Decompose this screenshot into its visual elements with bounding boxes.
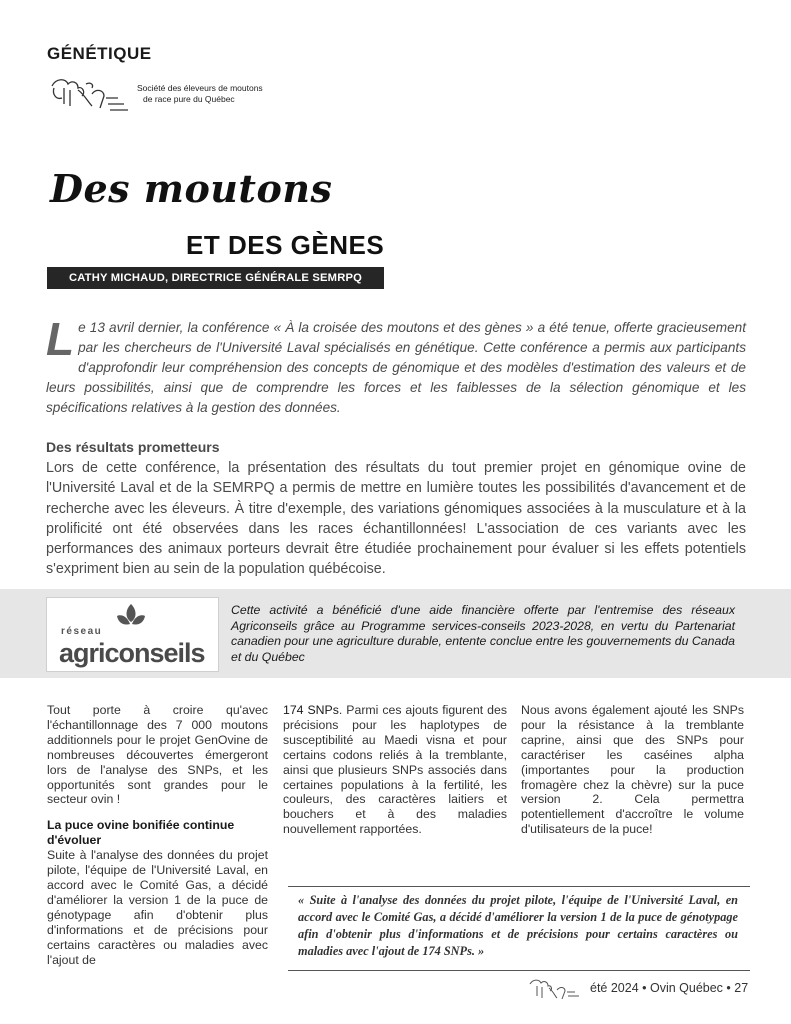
agriconseils-logo bbox=[46, 597, 219, 672]
leaf-logo-icon bbox=[111, 602, 151, 634]
title-script: Des moutons bbox=[50, 166, 333, 211]
logo-big-text: agriconseils bbox=[59, 638, 205, 668]
column-3: Nous avons également ajouté les SNPs pour la résistance à la tremblante caprine, ainsi que des SNPs pour caractériser les caséines alpha (importantes pour la production fromagère chez la chèvre) sur la puce version 2. Cela permettra potentiellement d'accroître le volume d'utilisateurs de la puce! bbox=[521, 703, 744, 837]
section-label: GÉNÉTIQUE bbox=[47, 44, 152, 63]
snp-count: 174 SNPs bbox=[283, 703, 339, 717]
intro-paragraph: Le 13 avril dernier, la conférence « À la croisée des moutons et des gènes » a été tenue, offerte gracieusement par les chercheurs de l'Université Laval spécialisés en génétique. Cette conférence a permis aux participants d'approfondir leur compréhension des concepts de génomique et des modèles d'estimation des valeurs et de leurs possibilités, ainsi que de comprendre les forces et les faiblesses de la sélection génomique et les spécifications relatives à la gestion des données. bbox=[46, 313, 746, 415]
col1-paragraph-2: Suite à l'analyse des données du projet pilote, l'équipe de l'Université Laval, en accord avec le Comité Gas, a décidé d'améliorer la version 1 de la puce de génotypage afin d'obtenir plus d'informations et de précisions pour certains caractères ou maladies avec l'ajout de bbox=[47, 848, 268, 967]
subheading-results: Des résultats prometteurs bbox=[46, 439, 220, 455]
logo-small-text: réseau bbox=[61, 626, 103, 637]
subheading-chip: La puce ovine bonifiée continue d'évoluer bbox=[47, 818, 235, 848]
page-footer: été 2024 • Ovin Québec • 27 bbox=[590, 981, 749, 995]
author-byline: CATHY MICHAUD, DIRECTRICE GÉNÉRALE SEMRPQ bbox=[47, 267, 384, 289]
drop-cap: L bbox=[46, 313, 75, 365]
col2-paragraph: . Parmi ces ajouts figurent des précisions pour les haplotypes de susceptibilité au Maedi visna et pour certains codons reliés à la tremblante, ainsi que plusieurs SNPs associés dans certaines populations à la fertilité, les couleurs, des caractères laitiers et bouchers et à des maladies nouvellement rapportées. bbox=[283, 703, 507, 837]
society-name: Société des éleveurs de moutons de race pure du Québec bbox=[137, 83, 263, 104]
quote-rule-top bbox=[288, 886, 750, 887]
funding-notice: Cette activité a bénéficié d'une aide financière offerte par l'entremise des réseaux Agriconseils grâce au Programme services-conseils 2023-2028, en vertu du Partenariat canadien pour une agriculture durable, entente conclue entre les gouvernements du Canada et du Québec bbox=[231, 603, 735, 664]
sheep-logo-icon bbox=[48, 74, 136, 114]
pull-quote: « Suite à l'analyse des données du projet pilote, l'équipe de l'Université Laval, en accord avec le Comité Gas, a décidé d'améliorer la version 1 de la puce de génotypage afin d'obtenir plus d'informations et de précisions pour certains caractères ou maladies avec l'ajout de 174 SNPs. » bbox=[298, 893, 738, 958]
page-title: ET DES GÈNES bbox=[186, 230, 385, 260]
footer-logo-icon bbox=[527, 976, 585, 1002]
col1-paragraph: Tout porte à croire qu'avec l'échantillonnage des 7 000 moutons additionnels pour le projet GenOvine de nombreuses découvertes émergeront lors de l'analyse des SNPs, et les opportunités sont grandes pour le secteur ovin ! bbox=[47, 703, 268, 807]
column-2 bbox=[283, 703, 507, 837]
body-paragraph: Lors de cette conférence, la présentation des résultats du tout premier projet en génomique ovine de l'Université Laval et de la SEMRPQ a permis de mettre en lumière toutes les possibilités d'avancement et de recherche avec les éleveurs. À titre d'exemple, des variations génomiques associées à la musculature et à la prolificité ont été observées dans les races échantillonnées! L'association de ces variants avec les performances des animaux porteurs devrait être étudiée prochainement pour évaluer si les effets potentiels s'expriment bien au sein de la population québécoise. bbox=[46, 460, 746, 578]
quote-rule-bottom bbox=[288, 970, 750, 971]
column-1 bbox=[47, 703, 268, 967]
